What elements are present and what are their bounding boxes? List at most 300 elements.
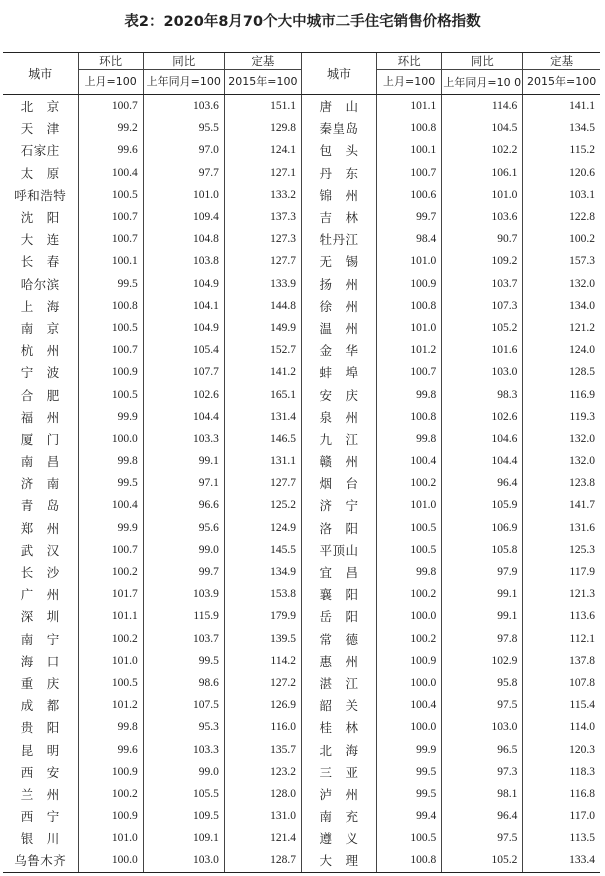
left-tb-value: 95.6 [143,517,224,539]
right-hb-value: 100.2 [377,583,442,605]
left-tb-value: 99.0 [143,761,224,783]
right-tb-value: 103.0 [442,716,523,738]
right-hb-value: 100.9 [377,273,442,295]
right-hb-value: 100.8 [377,295,442,317]
right-tb-value: 105.2 [442,849,523,872]
left-city: 重 庆 [20,675,60,691]
right-tb-value: 106.9 [442,517,523,539]
left-hb-value: 100.9 [78,805,143,827]
right-hb-value: 100.2 [377,628,442,650]
right-tb-value: 95.8 [442,672,523,694]
left-city: 贵 阳 [20,720,60,736]
left-dj-value: 134.9 [224,561,301,583]
left-tb-value: 96.6 [143,494,224,516]
left-city: 南 宁 [20,631,60,647]
left-hb-value: 101.0 [78,650,143,672]
right-hb-value: 100.4 [377,694,442,716]
left-hb-value: 99.8 [78,450,143,472]
left-dj-value: 131.1 [224,450,301,472]
right-city: 洛 阳 [301,517,376,539]
right-dj-value: 113.6 [523,605,600,627]
left-tb-value: 103.0 [143,849,224,872]
left-dj-value: 123.2 [224,761,301,783]
table-row [3,472,600,494]
right-dj-value: 114.0 [523,716,600,738]
left-hb-value: 100.0 [78,849,143,872]
right-city: 三 亚 [301,761,376,783]
left-tb-value: 103.3 [143,738,224,760]
left-hb-value: 99.5 [78,472,143,494]
left-hb-value: 100.4 [78,494,143,516]
left-dj-value: 146.5 [224,428,301,450]
right-tb-value: 98.3 [442,383,523,405]
left-tb-value: 109.1 [143,827,224,849]
right-dj-value: 125.3 [523,539,600,561]
hb-base-left: 上月=100 [78,70,143,95]
right-dj-value: 103.1 [523,184,600,206]
left-dj-value: 125.2 [224,494,301,516]
left-city: 乌鲁木齐 [3,849,78,872]
hb-base-right: 上月=100 [377,70,442,95]
table-row [3,117,600,139]
right-dj-value: 119.3 [523,406,600,428]
left-dj-value: 153.8 [224,583,301,605]
table-row [3,761,600,783]
right-city: 丹 东 [301,162,376,184]
right-tb-value: 106.1 [442,162,523,184]
right-hb-value: 99.8 [377,383,442,405]
header-row-1 [3,53,600,70]
table-row [3,628,600,650]
left-dj-value: 179.9 [224,605,301,627]
right-dj-value: 123.8 [523,472,600,494]
left-city: 昆 明 [20,742,60,758]
left-tb-value: 97.1 [143,472,224,494]
right-city: 安 庆 [301,383,376,405]
left-tb-value: 99.7 [143,561,224,583]
left-city: 青 岛 [20,498,60,514]
left-dj-value: 135.7 [224,738,301,760]
left-hb-value: 99.5 [78,273,143,295]
right-city: 大 理 [301,849,376,872]
right-hb-value: 101.0 [377,317,442,339]
right-dj-value: 113.5 [523,827,600,849]
right-hb-value: 98.4 [377,228,442,250]
left-city: 西 宁 [20,809,60,825]
tb-header-right: 同比 [442,53,523,70]
left-tb-value: 95.3 [143,716,224,738]
left-city: 海 口 [20,653,60,669]
right-tb-value: 105.8 [442,539,523,561]
table-row [3,716,600,738]
right-dj-value: 134.5 [523,117,600,139]
left-dj-value: 144.8 [224,295,301,317]
left-tb-value: 99.5 [143,650,224,672]
right-dj-value: 116.8 [523,783,600,805]
left-dj-value: 127.7 [224,250,301,272]
right-city: 赣 州 [301,450,376,472]
left-dj-value: 127.3 [224,228,301,250]
right-dj-value: 116.9 [523,383,600,405]
left-city: 兰 州 [20,786,60,802]
right-city: 惠 州 [301,650,376,672]
left-city: 济 南 [20,476,60,492]
right-tb-value: 103.6 [442,206,523,228]
left-tb-value: 95.5 [143,117,224,139]
right-dj-value: 141.7 [523,494,600,516]
tb-header-left: 同比 [143,53,224,70]
right-dj-value: 120.3 [523,738,600,760]
left-hb-value: 100.2 [78,783,143,805]
left-dj-value: 127.7 [224,472,301,494]
right-hb-value: 100.2 [377,472,442,494]
left-dj-value: 165.1 [224,383,301,405]
right-tb-value: 96.4 [442,805,523,827]
left-hb-value: 100.5 [78,383,143,405]
right-dj-value: 134.0 [523,295,600,317]
right-hb-value: 100.5 [377,539,442,561]
right-dj-value: 128.5 [523,361,600,383]
right-hb-value: 100.0 [377,672,442,694]
right-dj-value: 117.0 [523,805,600,827]
left-hb-value: 100.7 [78,95,143,118]
left-tb-value: 109.5 [143,805,224,827]
table-row [3,317,600,339]
left-tb-value: 97.7 [143,162,224,184]
right-dj-value: 107.8 [523,672,600,694]
left-tb-value: 104.9 [143,273,224,295]
left-tb-value: 104.4 [143,406,224,428]
right-city: 烟 台 [301,472,376,494]
left-city: 成 都 [20,698,60,714]
right-dj-value: 118.3 [523,761,600,783]
right-tb-value: 104.6 [442,428,523,450]
left-hb-value: 100.7 [78,228,143,250]
left-hb-value: 99.2 [78,117,143,139]
right-city: 南 充 [301,805,376,827]
table-row [3,295,600,317]
left-city: 杭 州 [20,343,60,359]
left-hb-value: 100.5 [78,317,143,339]
left-hb-value: 100.9 [78,361,143,383]
left-hb-value: 99.6 [78,139,143,161]
right-city: 锦 州 [301,184,376,206]
left-tb-value: 101.0 [143,184,224,206]
tb-base-left: 上年同月=100 [143,70,224,95]
left-dj-value: 129.8 [224,117,301,139]
left-dj-value: 116.0 [224,716,301,738]
right-city: 平顶山 [301,539,376,561]
left-city: 长 沙 [20,565,60,581]
left-city: 深 圳 [20,609,60,625]
right-dj-value: 121.2 [523,317,600,339]
right-dj-value: 120.6 [523,162,600,184]
right-hb-value: 100.8 [377,117,442,139]
left-tb-value: 99.0 [143,539,224,561]
right-tb-value: 114.6 [442,95,523,118]
right-hb-value: 100.7 [377,162,442,184]
right-city: 吉 林 [301,206,376,228]
right-tb-value: 99.1 [442,605,523,627]
table-row [3,162,600,184]
left-dj-value: 114.2 [224,650,301,672]
right-tb-value: 90.7 [442,228,523,250]
left-city: 西 安 [20,764,60,780]
dj-header-left: 定基 [224,53,301,70]
right-city: 泉 州 [301,406,376,428]
right-dj-value: 133.4 [523,849,600,872]
left-city: 哈尔滨 [20,276,60,292]
right-tb-value: 96.4 [442,472,523,494]
right-tb-value: 96.5 [442,738,523,760]
table-row [3,95,600,118]
right-tb-value: 101.0 [442,184,523,206]
right-hb-value: 100.5 [377,827,442,849]
left-hb-value: 100.5 [78,672,143,694]
left-hb-value: 100.7 [78,206,143,228]
left-city: 合 肥 [20,387,60,403]
right-hb-value: 100.5 [377,517,442,539]
table-body [3,95,600,873]
right-city: 泸 州 [301,783,376,805]
left-city: 太 原 [20,165,60,181]
left-tb-value: 103.7 [143,628,224,650]
left-city: 北 京 [20,99,60,115]
tb-base-right [442,70,523,95]
right-city: 湛 江 [301,672,376,694]
right-city: 九 江 [301,428,376,450]
right-city: 常 德 [301,628,376,650]
left-dj-value: 133.2 [224,184,301,206]
right-tb-value: 97.5 [442,827,523,849]
right-hb-value: 99.9 [377,738,442,760]
right-hb-value: 99.4 [377,805,442,827]
left-hb-value: 99.9 [78,517,143,539]
table-row [3,406,600,428]
left-hb-value: 100.4 [78,162,143,184]
table-row [3,650,600,672]
right-city: 温 州 [301,317,376,339]
left-tb-value: 103.9 [143,583,224,605]
left-hb-value: 100.9 [78,761,143,783]
right-tb-value: 102.6 [442,406,523,428]
table-row [3,517,600,539]
left-city: 厦 门 [20,431,60,447]
right-tb-value: 101.6 [442,339,523,361]
left-dj-value: 133.9 [224,273,301,295]
left-tb-value: 115.9 [143,605,224,627]
left-hb-value: 100.1 [78,250,143,272]
price-index-table [3,52,600,873]
table-row [3,583,600,605]
right-city: 牡丹江 [301,228,376,250]
right-tb-value: 107.3 [442,295,523,317]
right-hb-value: 99.5 [377,761,442,783]
left-dj-value: 131.0 [224,805,301,827]
left-city: 石家庄 [20,143,60,159]
right-tb-value: 103.7 [442,273,523,295]
left-hb-value: 99.9 [78,406,143,428]
right-tb-value: 105.9 [442,494,523,516]
left-city: 大 连 [20,232,60,248]
right-hb-value: 99.8 [377,428,442,450]
right-city: 桂 林 [301,716,376,738]
right-tb-value: 99.1 [442,583,523,605]
left-dj-value: 149.9 [224,317,301,339]
right-tb-value: 97.8 [442,628,523,650]
left-tb-value: 103.3 [143,428,224,450]
left-dj-value: 128.0 [224,783,301,805]
table-row [3,805,600,827]
left-hb-value: 101.1 [78,605,143,627]
right-dj-value: 132.0 [523,450,600,472]
left-city: 宁 波 [20,365,60,381]
right-dj-value: 122.8 [523,206,600,228]
dj-header-right: 定基 [523,53,600,70]
right-tb-value: 103.0 [442,361,523,383]
dj-base-right: 2015年=100 [523,70,600,95]
left-dj-value: 127.1 [224,162,301,184]
left-tb-value: 107.5 [143,694,224,716]
right-dj-value: 132.0 [523,428,600,450]
hb-header-left: 环比 [78,53,143,70]
right-city: 岳 阳 [301,605,376,627]
right-hb-value: 101.0 [377,494,442,516]
right-hb-value: 100.8 [377,849,442,872]
left-hb-value: 100.5 [78,184,143,206]
table-row [3,539,600,561]
left-hb-value: 101.7 [78,583,143,605]
right-tb-value: 105.2 [442,317,523,339]
left-dj-value: 152.7 [224,339,301,361]
table-row [3,361,600,383]
right-dj-value: 132.0 [523,273,600,295]
left-city: 银 川 [20,831,60,847]
right-city: 北 海 [301,738,376,760]
table-row [3,672,600,694]
left-hb-value: 101.0 [78,827,143,849]
left-tb-value: 103.8 [143,250,224,272]
table-title: 表2：2020年8月70个大中城市二手住宅销售价格指数 [124,14,481,30]
left-dj-value: 151.1 [224,95,301,118]
left-hb-value: 100.7 [78,539,143,561]
right-city: 济 宁 [301,494,376,516]
right-city: 包 头 [301,139,376,161]
right-hb-value: 100.8 [377,406,442,428]
right-hb-value: 99.7 [377,206,442,228]
right-city: 金 华 [301,339,376,361]
right-city: 韶 关 [301,694,376,716]
table-row [3,561,600,583]
left-dj-value: 121.4 [224,827,301,849]
left-hb-value: 100.7 [78,339,143,361]
left-dj-value: 145.5 [224,539,301,561]
right-city: 无 锡 [301,250,376,272]
left-tb-value: 102.6 [143,383,224,405]
right-hb-value: 101.1 [377,95,442,118]
left-city: 南 昌 [20,454,60,470]
right-dj-value: 157.3 [523,250,600,272]
left-dj-value: 128.7 [224,849,301,872]
right-tb-value: 97.9 [442,561,523,583]
right-tb-value: 102.9 [442,650,523,672]
left-hb-value: 100.8 [78,295,143,317]
right-tb-value: 97.3 [442,761,523,783]
left-dj-value: 137.3 [224,206,301,228]
left-dj-value: 126.9 [224,694,301,716]
left-city: 福 州 [20,409,60,425]
right-hb-value: 100.7 [377,361,442,383]
city-header-left: 城市 [3,53,78,95]
table-row [3,450,600,472]
right-hb-value: 100.9 [377,650,442,672]
table-row [3,738,600,760]
left-hb-value: 101.2 [78,694,143,716]
right-tb-value: 97.5 [442,694,523,716]
right-hb-value: 100.0 [377,605,442,627]
right-hb-value: 101.0 [377,250,442,272]
left-city: 郑 州 [20,520,60,536]
table-row [3,339,600,361]
left-hb-value: 100.0 [78,428,143,450]
table-row [3,849,600,872]
left-tb-value: 104.1 [143,295,224,317]
left-city: 南 京 [20,320,60,336]
table-row [3,428,600,450]
left-dj-value: 139.5 [224,628,301,650]
right-city: 蚌 埠 [301,361,376,383]
left-tb-value: 103.6 [143,95,224,118]
right-dj-value: 121.3 [523,583,600,605]
right-city: 秦皇岛 [301,117,376,139]
left-hb-value: 99.8 [78,716,143,738]
left-hb-value: 99.6 [78,738,143,760]
right-dj-value: 141.1 [523,95,600,118]
left-dj-value: 127.2 [224,672,301,694]
right-city: 扬 州 [301,273,376,295]
left-tb-value: 105.4 [143,339,224,361]
hb-header-right: 环比 [377,53,442,70]
right-dj-value: 137.8 [523,650,600,672]
table-row [3,139,600,161]
right-hb-value: 99.8 [377,561,442,583]
right-hb-value: 99.5 [377,783,442,805]
left-city: 沈 阳 [20,210,60,226]
left-hb-value: 100.2 [78,628,143,650]
left-dj-value: 124.1 [224,139,301,161]
dj-base-left: 2015年=100 [224,70,301,95]
table-row [3,228,600,250]
right-dj-value: 131.6 [523,517,600,539]
left-tb-value: 97.0 [143,139,224,161]
left-dj-value: 124.9 [224,517,301,539]
left-tb-value: 104.9 [143,317,224,339]
left-city: 广 州 [20,587,60,603]
table-row [3,605,600,627]
right-tb-value: 102.2 [442,139,523,161]
right-dj-value: 115.4 [523,694,600,716]
left-hb-value: 100.2 [78,561,143,583]
left-city: 长 春 [20,254,60,270]
left-tb-value: 104.8 [143,228,224,250]
left-tb-value: 98.6 [143,672,224,694]
right-hb-value: 100.1 [377,139,442,161]
left-tb-value: 109.4 [143,206,224,228]
right-dj-value: 112.1 [523,628,600,650]
right-city: 襄 阳 [301,583,376,605]
tb-base-right-label: 上年同月=10 0 [443,75,522,89]
table-row [3,783,600,805]
